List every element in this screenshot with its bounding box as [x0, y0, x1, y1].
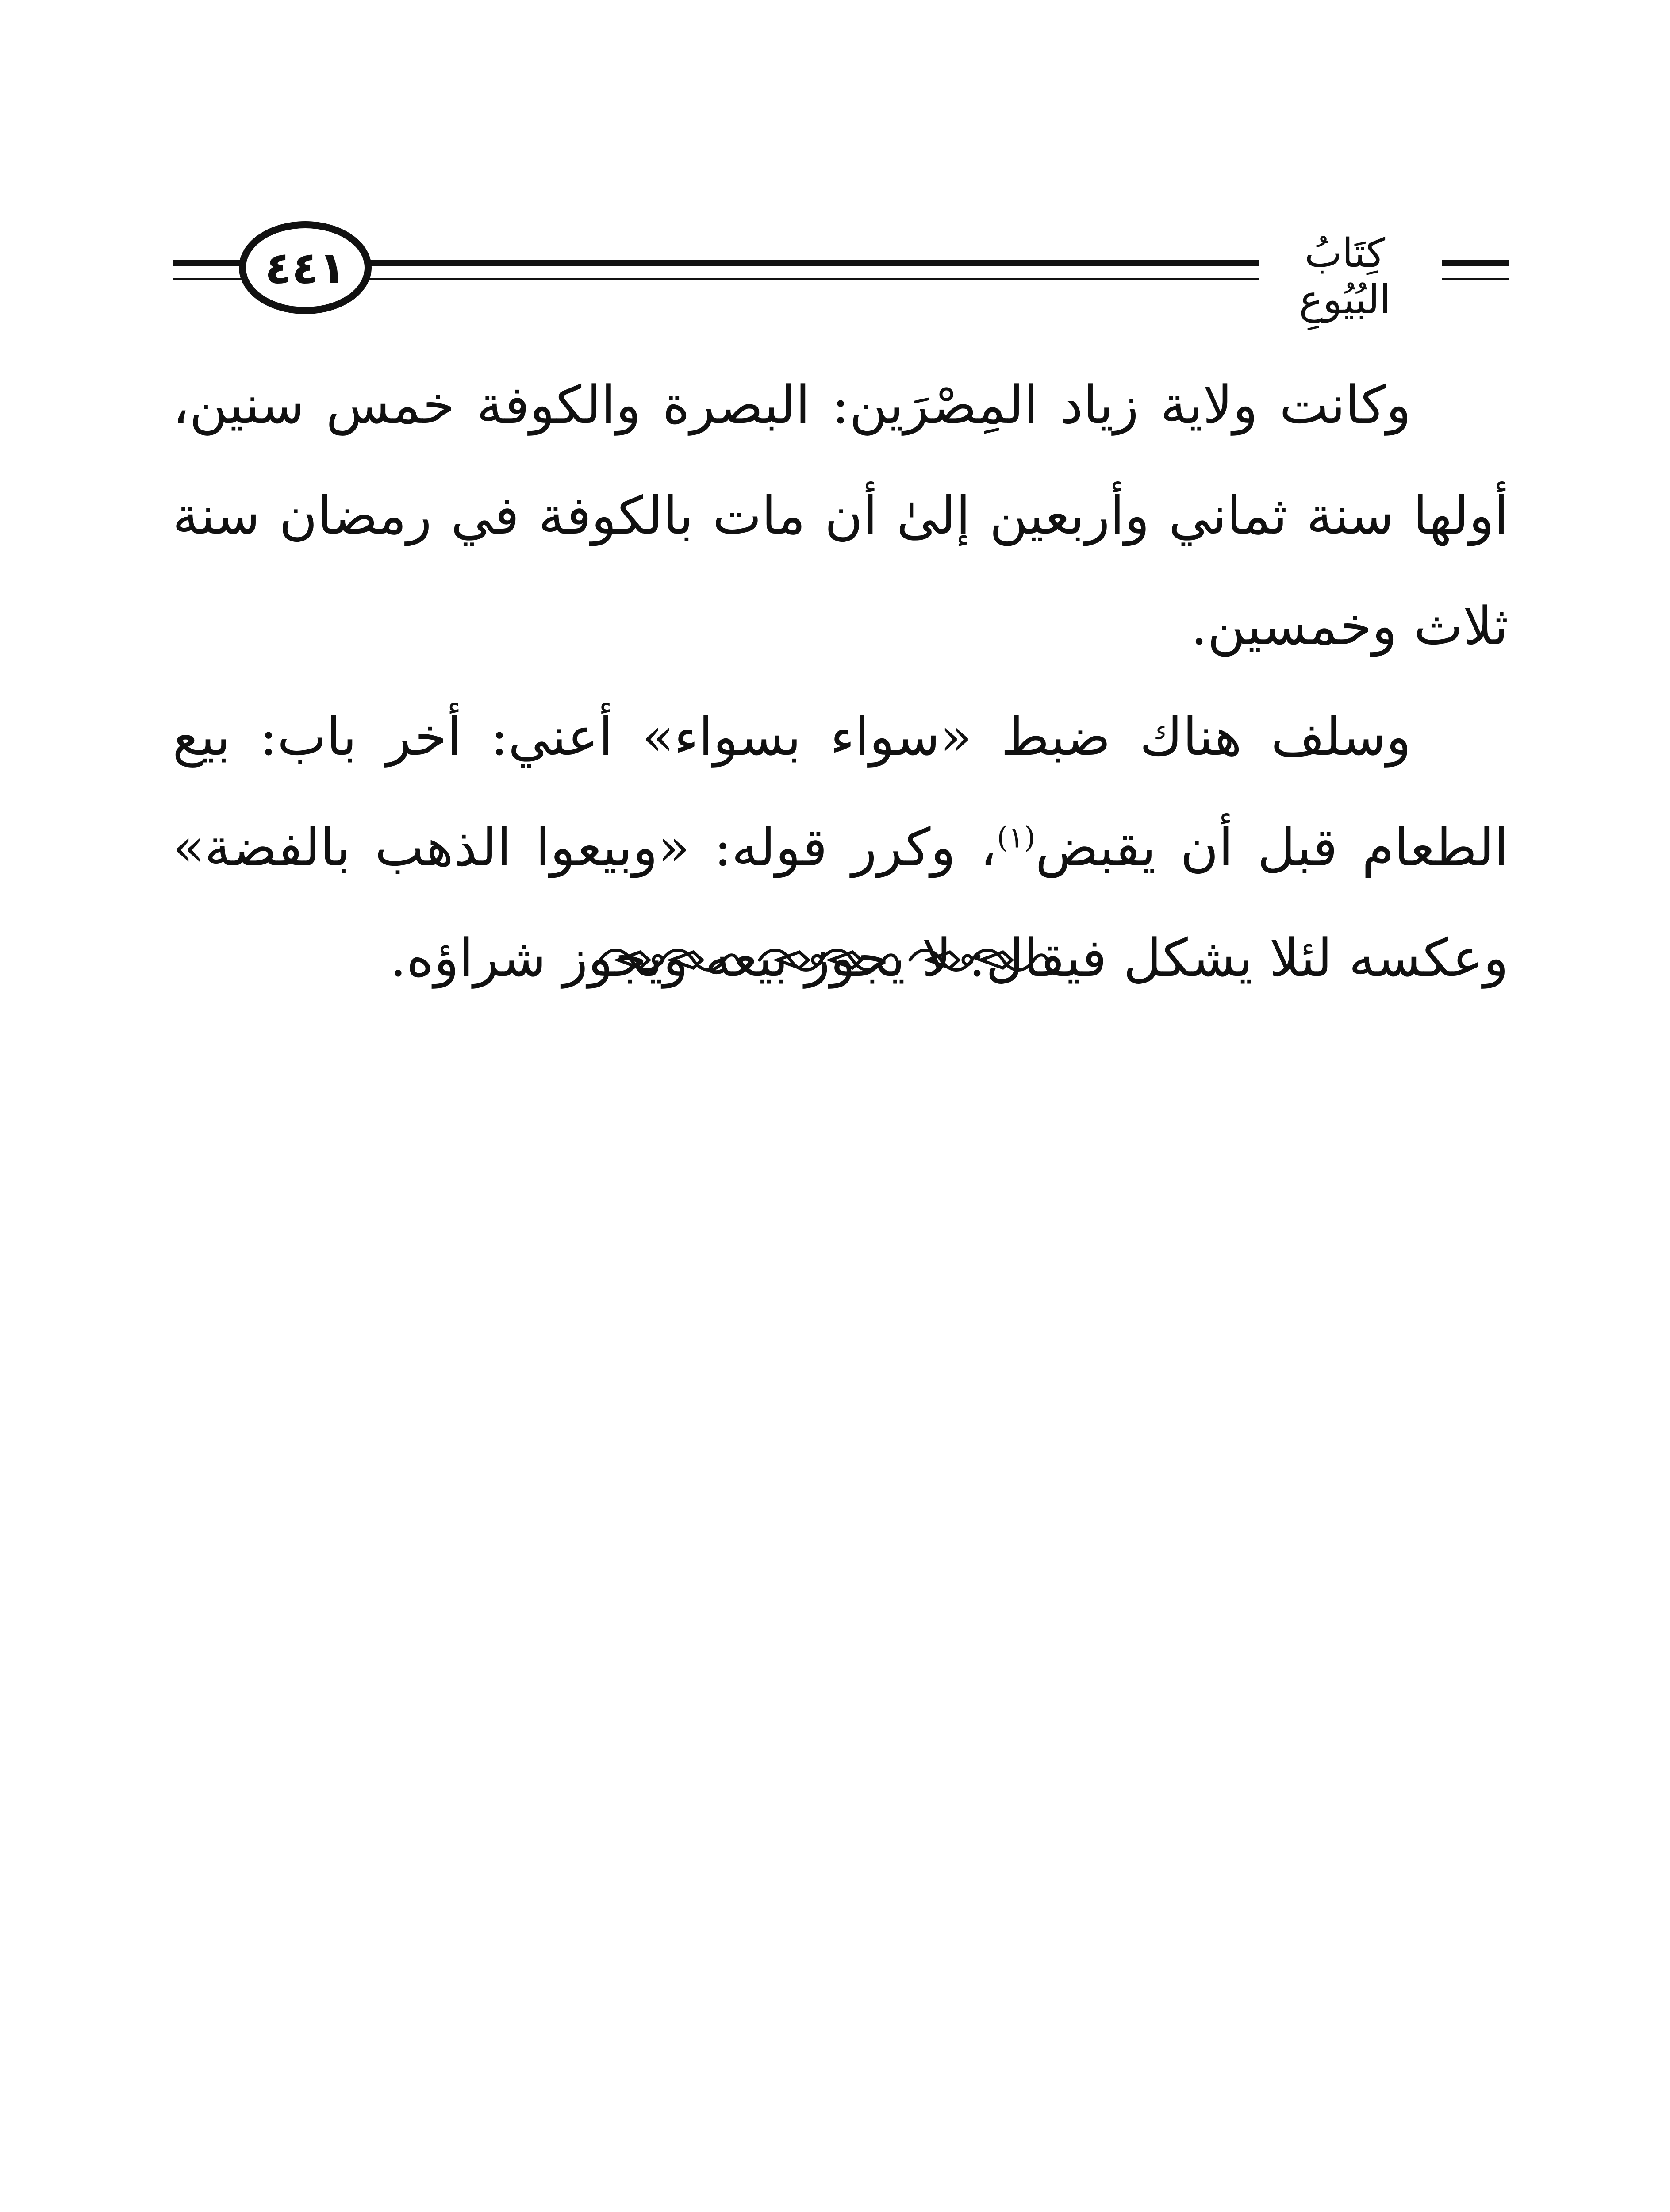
header-rule-main-thin — [367, 278, 1314, 280]
page-number-oval — [239, 221, 372, 314]
header-rule-left — [173, 260, 243, 266]
ornament-motif-1 — [600, 950, 737, 970]
floral-divider-icon — [591, 942, 1052, 978]
page-number: ٤٤١ — [265, 242, 346, 294]
main-text — [173, 349, 1509, 1013]
ornament-motif-3 — [910, 950, 1047, 970]
ornament-motif-2 — [760, 950, 897, 970]
running-title: كِتَابُ البُيُوعِ — [1259, 230, 1431, 323]
header-rule-left-thin — [173, 278, 243, 280]
header-rule-main — [367, 260, 1314, 266]
paragraph-2-after-ref: ، وكرر قوله: «وبيعوا الذهب بالفضة» وعكسه لئلا يشكل فيقال: لا يجوز بيعه ويجوز شراؤه. — [173, 817, 1509, 988]
page-header — [173, 212, 1509, 323]
paragraph-2-before-ref: وسلف هناك ضبط «سواء بسواء» أعني: أخر باب: بيع الطعام قبل أن يقبض — [173, 706, 1509, 878]
paragraph-1: وكانت ولاية زياد المِصْرَين: البصرة والكوفة خمس سنين، أولها سنة ثماني وأربعين إلىٰ أن مات بالكوفة في رمضان سنة ثلاث وخمسين. — [173, 374, 1509, 657]
header-rule-right — [1442, 260, 1509, 266]
footnote-reference[interactable]: (١) — [997, 820, 1036, 855]
header-rule-right-thin — [1442, 278, 1509, 280]
